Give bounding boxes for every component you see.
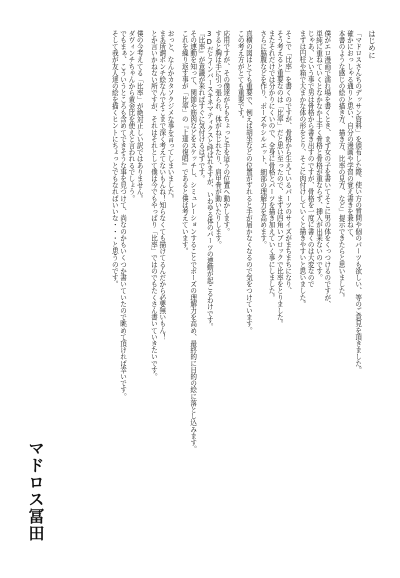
text-line: 3Dだとインバースキネマティクスと呼ばれますが、いわゆる体のパーツの連動が起こるわけです。 bbox=[205, 30, 214, 330]
paragraph-gap bbox=[331, 30, 337, 550]
text-line: 真横の図はとても重要で、例えば胡坐などの位置がずれると手が届かなくなるので気をつけています。 bbox=[244, 30, 253, 334]
text-line: さらに脇腹などを作り、ポーズやシルエット、細部の理解力を高めます。 bbox=[258, 30, 267, 248]
text-line: とか言いかねない所ですが、それはそれとして僕は今でもやっぱり「比率」ではのでもたくさん書いていきたいです。 bbox=[149, 30, 158, 380]
text-line: これを繰り返す事が「比率」の『上達の復唱』であると僕は考えています。 bbox=[180, 30, 189, 255]
text-line: そこで「比率」を書くのですが、骨格から生えているパーツのサイズがまちまちになり、 bbox=[283, 30, 292, 294]
text-line: おっと、なんかカタソクジメな事を言ってしまいました。 bbox=[166, 30, 175, 202]
text-line: 僕がエロ漫画で濡れ場を書くとき、まず女の子を書いてそこに男の体をくっつけるのですが、 bbox=[322, 30, 331, 308]
text-line: 単純に重ねていくとなかなか上手く骨格と骨格が重ならず、挿入が出来ないのです。 bbox=[314, 30, 323, 281]
text-line: ダヴィンチちゃんから黄金比を使えと言われるでしょう。 bbox=[126, 30, 135, 202]
text-line: 確かにおっしゃる通りと思い、自分の漫画や学習の覚え書きを兼ねて、 bbox=[345, 30, 354, 242]
text-line: じゃあ、という事で男は骨格から書き出すのですが、骨格を一度に書くのは大変なので bbox=[306, 30, 315, 288]
text-line: そう考えると重要なのは「比率」だと思い至ったので、まずは四角いブロックで比率をとりました。 bbox=[275, 30, 284, 327]
text-line: 本書のような感じの絵の描き方、描き方、比率の見方、など」提示できたらと思いました。 bbox=[337, 30, 346, 301]
text-line: そして我が友人達の絵を描くヒントにちょっとでもなればいいな・・・と思うのです。 bbox=[110, 30, 119, 288]
text-line: この考え方がとても重要です。 bbox=[236, 30, 245, 123]
paragraph-gap bbox=[230, 30, 236, 550]
text-line: でもまぁ、こういうところも含めてできそうな事を見つけて、尚なのかもいくつか書いていたので眺めて頂ければ幸いです。 bbox=[118, 30, 127, 400]
paragraph-gap bbox=[292, 30, 298, 550]
text-line: その連動を知って、関節や筋肉などをスケッチし、シミュレーションすることでポーズの理解力を高め、最終的に目的の絵に落とし込みます。 bbox=[188, 30, 197, 453]
text-line: またそれだけでは分かりにくいので、全身に骨格とパーツを描き加えていく事にしました。 bbox=[267, 30, 276, 301]
text-line: すると胸は手に引っ張られ、体がねじれたり、肩甲骨が動いたりします。 bbox=[213, 30, 222, 248]
author-signature: マドロス冨田 bbox=[26, 440, 45, 542]
document-heading: はじめに bbox=[368, 30, 377, 59]
text-line: 『比率』が意識が来ればすぐに気付けるはずです。 bbox=[196, 30, 205, 182]
text-line: まずは円柱や箱で大まかな体の形をとり、そこに肉付けしていくと描きやすいと思いました。 bbox=[297, 30, 306, 308]
text-line: 「マドロスさんちのデッサン資料」を頒布した際、使い方の質問や個のパーツも欲しい、等のご意見を頂きました。 bbox=[353, 30, 362, 374]
text-line: 僕の今考えてる「比率」が絶対正しい訳ではありません。 bbox=[135, 30, 144, 202]
text-line: まあ所謂ポンチ絵なんでそこまで深く考えてないもんね！知らなくても描けてるんだから必要無いもん！ bbox=[157, 30, 166, 341]
text-line: 応用ですが、その僕達がらもちょっと手を這うの位置へ動かします。 bbox=[221, 30, 230, 235]
paragraph-gap bbox=[362, 30, 368, 550]
intro-text bbox=[110, 30, 376, 550]
